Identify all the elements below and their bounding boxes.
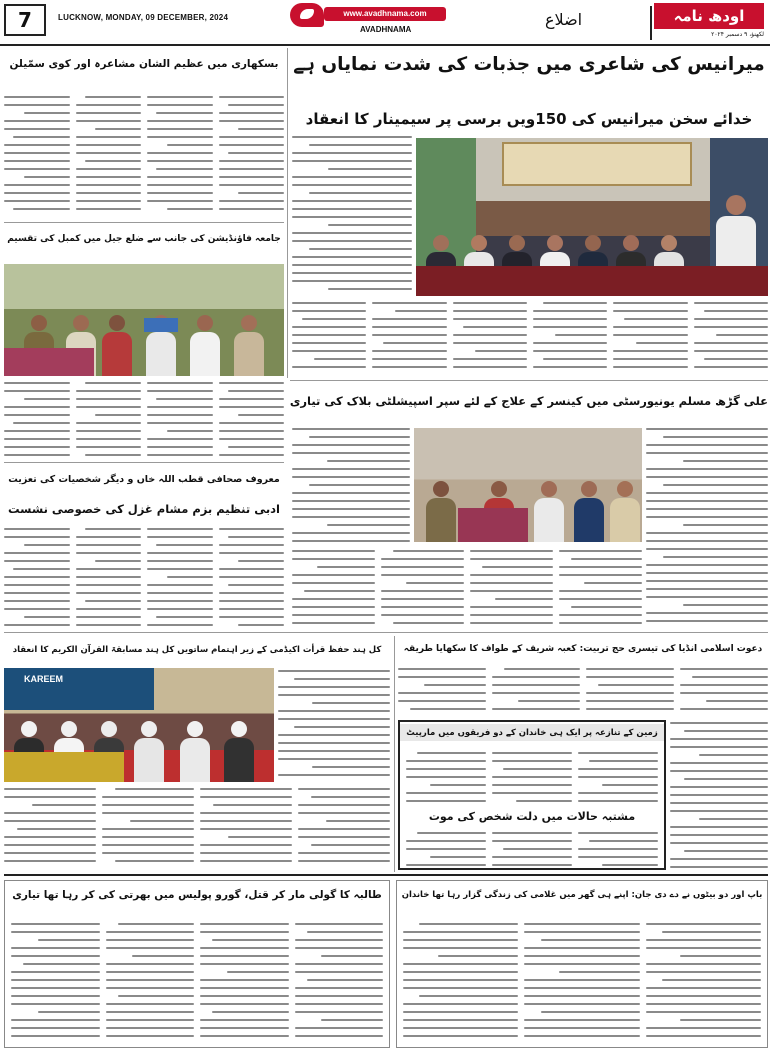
anees-subhead[interactable]: خدائے سخن میرانیس کی 150ویں برسی پر سیمینار کا انعقاد bbox=[305, 110, 753, 128]
father-sons-body bbox=[403, 921, 761, 1043]
person bbox=[190, 315, 220, 376]
section-divider bbox=[4, 874, 768, 876]
hajj-body-top bbox=[398, 666, 768, 716]
student-shot-headline[interactable]: طالبہ کا گولی مار کر قتل، گورو پولیس میں بھرتی کی کر رہا تھا تیاری bbox=[12, 889, 382, 901]
person bbox=[610, 481, 640, 542]
amu-photo bbox=[414, 428, 642, 542]
father-sons-box bbox=[396, 880, 768, 1048]
blanket-stack bbox=[4, 348, 94, 376]
stage-chairs bbox=[4, 752, 124, 782]
paper-logo: اودھ نامہ bbox=[654, 3, 764, 29]
section-divider bbox=[290, 380, 768, 381]
blanket bbox=[144, 318, 178, 332]
site-logo[interactable] bbox=[290, 3, 448, 43]
quran-body-right bbox=[278, 668, 390, 780]
column-divider bbox=[287, 48, 288, 378]
dateline: LUCKNOW, MONDAY, 09 DECEMBER, 2024 bbox=[58, 13, 229, 22]
site-url[interactable]: www.avadhnama.com bbox=[324, 7, 446, 21]
land-dispute-headline[interactable]: زمین کے تنازعہ پر ایک ہی خاندان کے دو فریقوں میں مارپیٹ bbox=[400, 724, 664, 741]
student-shot-body bbox=[11, 921, 383, 1043]
person bbox=[234, 315, 264, 376]
page-number: 7 bbox=[4, 4, 46, 36]
hajj-body-right bbox=[670, 720, 768, 870]
mushaira-headline[interactable]: بسکھاری میں عظیم الشان مشاعرہ اور کوی سمّیلن bbox=[9, 58, 279, 70]
paper-date: لکھنؤ، ۹ دسمبر ۲۰۲۴ bbox=[711, 31, 764, 38]
text-column bbox=[292, 134, 412, 294]
person bbox=[102, 315, 132, 376]
logo-mark-icon bbox=[290, 3, 324, 27]
quran-banner: KAREEM bbox=[4, 668, 154, 710]
jamia-body bbox=[4, 380, 284, 458]
person bbox=[574, 481, 604, 542]
person bbox=[134, 721, 164, 782]
land-dispute-body bbox=[406, 750, 658, 806]
anees-body-left bbox=[292, 134, 412, 294]
section-divider bbox=[4, 462, 284, 463]
person bbox=[180, 721, 210, 782]
person bbox=[426, 481, 456, 542]
amu-body-left bbox=[292, 426, 410, 544]
student-shot-box bbox=[4, 880, 390, 1048]
stage-table bbox=[416, 266, 768, 296]
condolence-body bbox=[4, 526, 284, 626]
site-name: AVADHNAMA bbox=[360, 25, 412, 34]
column-divider bbox=[394, 636, 395, 872]
quran-body-bottom bbox=[4, 786, 390, 868]
section-divider bbox=[4, 632, 768, 633]
jamia-blanket-photo bbox=[4, 264, 284, 376]
section-divider bbox=[4, 222, 284, 223]
jamia-headline[interactable]: جامعہ فاؤنڈیشن کی جانب سے ضلع جیل میں کمبل کی تقسیم bbox=[7, 234, 281, 244]
section-label: اضلاع bbox=[545, 10, 583, 29]
dalit-death-headline[interactable]: مشتبہ حالات میں دلت شخص کی موت bbox=[428, 810, 636, 823]
father-sons-headline[interactable]: باپ اور دو بیٹوں نے دے دی جان: اپنے ہی گھر میں غلامی کی زندگی گزار رہا تھا خاندان bbox=[401, 890, 763, 900]
person bbox=[224, 721, 254, 782]
quran-contest-photo bbox=[4, 668, 274, 782]
anees-headline[interactable]: میرانیس کی شاعری میں جذبات کی شدت نمایاں ہے bbox=[293, 54, 765, 75]
land-dispute-box bbox=[398, 720, 666, 870]
quran-headline[interactable]: کل ہند حفظ قرأت اکیڈمی کے زیر اہتمام ساتویں کل ہند مسابقۃ القرآن الکریم کا انعقاد bbox=[12, 645, 382, 655]
amu-body-right bbox=[646, 426, 768, 626]
masthead bbox=[0, 0, 770, 46]
amu-body-bottom bbox=[292, 548, 642, 626]
anees-body-bottom bbox=[292, 300, 768, 372]
hajj-headline[interactable]: دعوت اسلامی انڈیا کی تیسری حج تربیت: کعبہ شریف کے طواف کا سکھایا طریقہ bbox=[403, 644, 763, 654]
person bbox=[534, 481, 564, 542]
dalit-death-body bbox=[406, 830, 658, 868]
anees-seminar-photo bbox=[416, 138, 768, 296]
blanket-stack bbox=[458, 508, 528, 542]
mushaira-body bbox=[4, 94, 284, 214]
condolence-headline[interactable]: معروف صحافی قطب اللہ خاں و دیگر شخصیات کی تعزیت bbox=[8, 474, 280, 485]
masthead-divider bbox=[650, 6, 652, 40]
condolence-subhead[interactable]: ادبی تنظیم بزم مشام غزل کی خصوصی نشست bbox=[7, 502, 280, 516]
amu-headline[interactable]: علی گڑھ مسلم یونیورسٹی میں کینسر کے علاج کے لئے سپر اسپیشلٹی بلاک کی تیاری bbox=[289, 394, 768, 408]
stage-banner bbox=[502, 142, 692, 186]
